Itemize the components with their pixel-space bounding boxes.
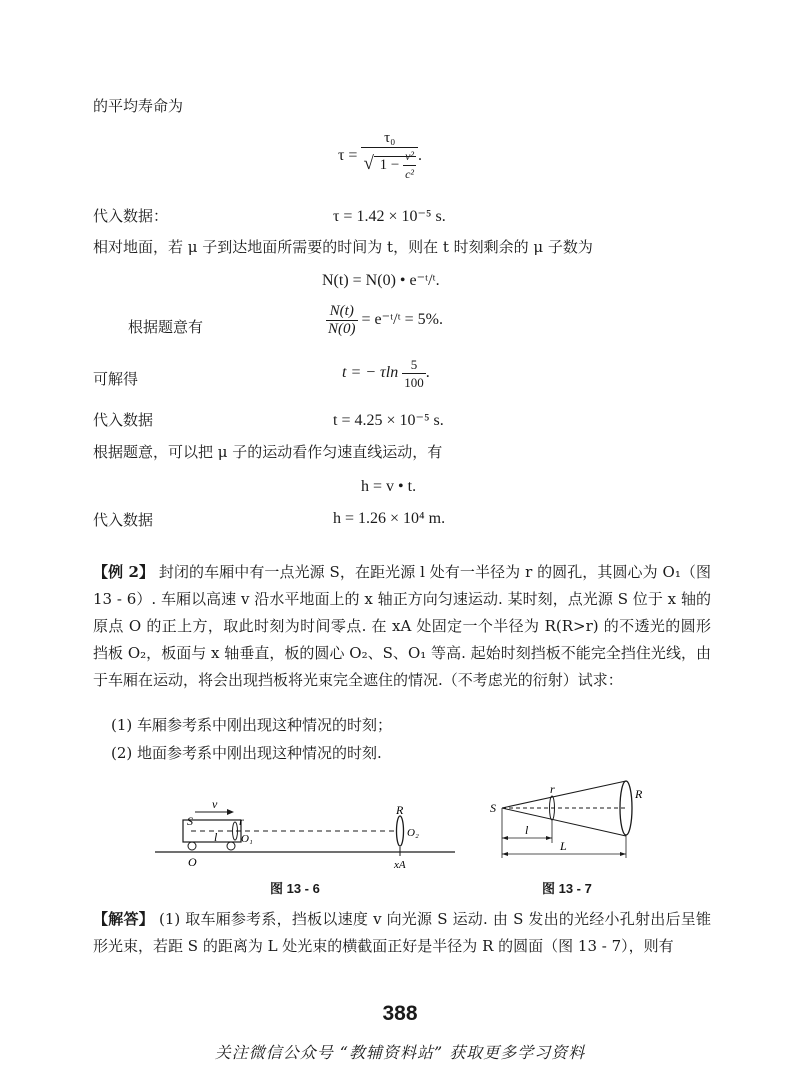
tau-formula-end: . (418, 147, 423, 165)
velocity-arrowhead (227, 809, 234, 815)
wheel-left (188, 842, 196, 850)
dim-l-arrow-left (502, 836, 508, 840)
fig6-caption: 图 13 - 6 (270, 881, 320, 896)
figure-13-7 (488, 778, 648, 883)
step3-label: 根据题意有 (128, 318, 204, 336)
fig7-label-l: l (525, 823, 529, 837)
fig7-label-r: r (550, 782, 555, 796)
question-2: (2) 地面参考系中刚出现这种情况的时刻. (111, 744, 382, 762)
cone-upper-ray (502, 781, 626, 808)
step4-den: 100 (404, 375, 424, 390)
step7-label: 代入数据 (93, 511, 154, 529)
question-1: (1) 车厢参考系中刚出现这种情况的时刻； (111, 716, 393, 734)
footer-note: 关注微信公众号 “教辅资料站” 获取更多学习资料 (214, 1043, 586, 1062)
dim-L-arrow-right (620, 852, 626, 856)
step2-text: 相对地面，若 μ 子到达地面所需要的时间为 t，则在 t 时刻剩余的 μ 子数为 (93, 238, 593, 256)
step3-den: N(0) (328, 321, 356, 337)
step5-label: 代入数据 (93, 411, 154, 429)
intro-text: 的平均寿命为 (93, 97, 184, 115)
step4-end: . (425, 364, 430, 382)
fig7-label-L: L (560, 839, 567, 853)
step5-formula: t = 4.25 × 10⁻⁵ s. (333, 412, 444, 429)
fig7-caption: 图 13 - 7 (542, 881, 592, 896)
step1-label: 代入数据： (93, 207, 169, 225)
fig7-label-R: R (635, 787, 643, 801)
fig7-label-S: S (490, 801, 496, 815)
fig6-label-O: O (188, 855, 197, 869)
tau-formula-lhs: τ = (338, 147, 358, 165)
step1-formula: τ = 1.42 × 10⁻⁵ s. (333, 208, 446, 225)
answer-tag: 【解答】 (93, 910, 154, 928)
plate-R (397, 816, 404, 846)
example-tag: 【例 2】 (93, 563, 155, 581)
tau-formula-inner-den: c² (405, 167, 415, 181)
page-number: 388 (382, 1002, 418, 1025)
step7-formula: h = 1.26 × 10⁴ m. (333, 510, 446, 527)
step3-rhs: = e⁻ᵗ/ᵗ = 5%. (361, 311, 443, 329)
fig6-label-O2: O₂ (407, 827, 419, 839)
step6-text: 根据题意，可以把 μ 子的运动看作匀速直线运动，有 (93, 443, 443, 461)
answer-body: (1) 取车厢参考系，挡板以速度 v 向光源 S 运动. 由 S 发出的光经小孔射出后呈锥形光束，若距 S 的距离为 L 处光束的横截面正好是半径为 R 的圆面（图 13 - 7），则有 (93, 910, 711, 955)
step4-lhs: t = − τln (342, 364, 399, 382)
wheel-right (227, 842, 235, 850)
fig6-label-r: r (239, 814, 244, 828)
tau-formula-den-prefix: 1 − (379, 156, 400, 173)
fig6-label-S: S (187, 814, 193, 828)
fig6-label-v: v (212, 797, 218, 811)
fig6-label-l: l (214, 830, 218, 844)
tau-formula-numerator: τ₀ (361, 130, 418, 148)
example-paragraph (93, 559, 711, 694)
step4-formula (342, 356, 430, 391)
example-body: 封闭的车厢中有一点光源 S，在距光源 l 处有一半径为 r 的圆孔，其圆心为 O₁（图 13 - 6）. 车厢以高速 v 沿水平地面上的 x 轴正方向匀速运动. 某时刻，点光源 S 位于 x 轴的原点 O 的正上方，取此时刻为时间零点. 在 xA 处固定一个半径为 R(R>r) 的不透光的圆形挡板 O₂，板面与 x 轴垂直，板的圆心 O₂、S、O₁ 等高. 起始时刻挡板不能完全挡住光线，由于车厢在运动，将会出现挡板将光束完全遮住的情况.（不考虑光的衍射）试求： (93, 563, 711, 689)
dim-l-arrow-right (546, 836, 552, 840)
tau-formula: τ = τ₀ √ 1 − $\frac{\text{v²}}{\text{c²}}$ . (338, 130, 423, 181)
step3-formula (326, 303, 443, 338)
tau-formula-inner-num: v² (403, 148, 416, 166)
n-formula: N(t) = N(0) • e⁻ᵗ/ᵗ. (322, 272, 440, 289)
fig6-label-R: R (396, 803, 404, 817)
answer-paragraph (93, 906, 711, 960)
cone-lower-ray (502, 808, 626, 836)
figure-13-6 (155, 790, 455, 885)
step3-num: N(t) (326, 303, 358, 321)
fig6-label-xA: xA (394, 859, 406, 871)
step4-label: 可解得 (93, 370, 139, 388)
h-formula: h = v • t. (361, 478, 417, 495)
dim-L-arrow-left (502, 852, 508, 856)
fig6-label-O1: O₁ (241, 833, 253, 845)
step4-num: 5 (402, 356, 426, 374)
